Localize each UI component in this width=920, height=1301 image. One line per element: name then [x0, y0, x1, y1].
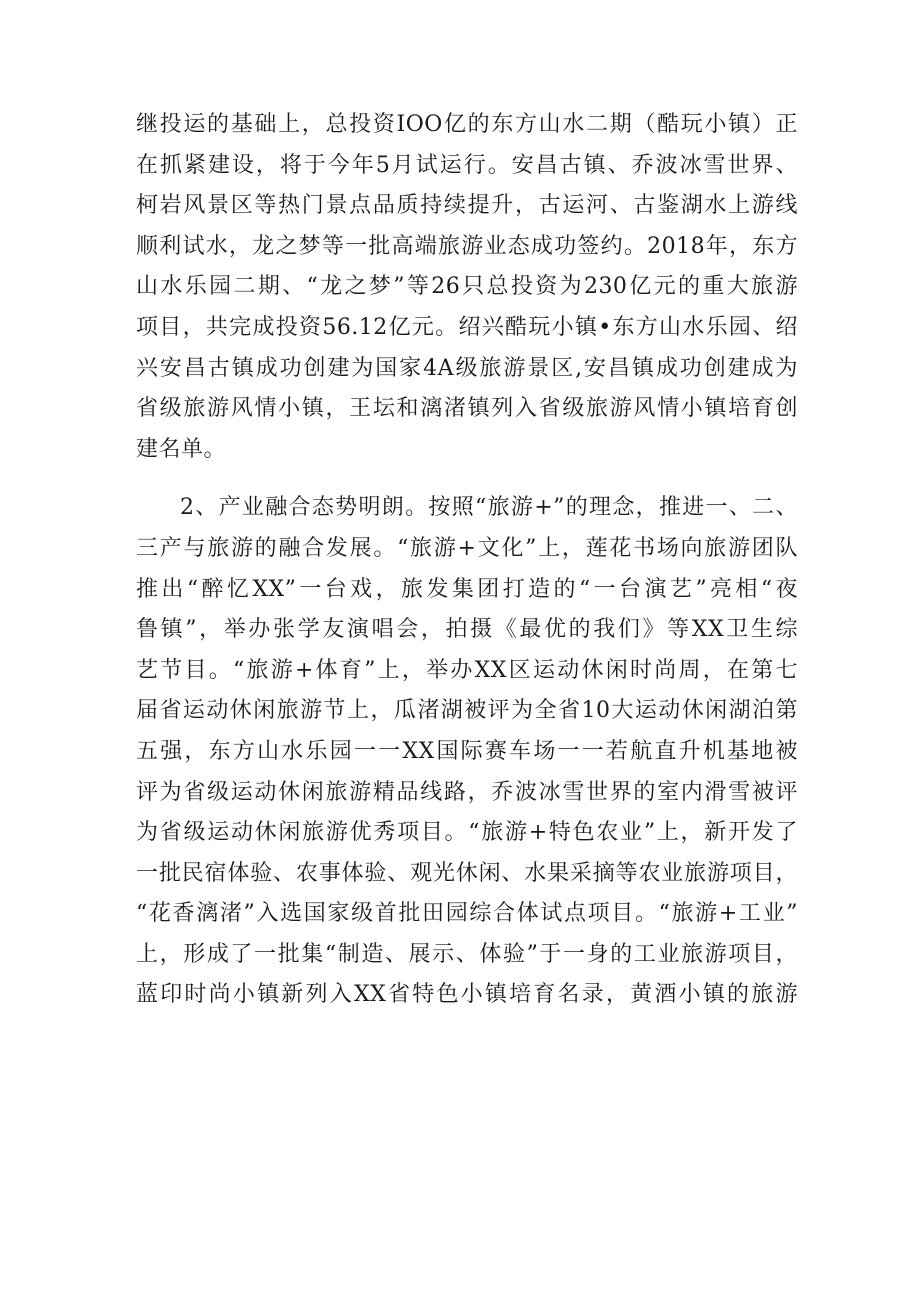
text-line: “花香漓渚”入选国家级首批田园综合体试点项目。“旅游+工业”: [136, 901, 798, 927]
text-line: 继投运的基础上，总投资IOO亿的东方山水二期（酷玩小镇）正: [136, 112, 798, 137]
text-line: 项目，共完成投资56.12亿元。绍兴酷玩小镇•东方山水乐园、绍: [136, 314, 798, 340]
text-line: 兴安昌古镇成功创建为国家4A级旅游景区,安昌镇成功创建成为: [136, 355, 798, 381]
text-line: 上，形成了一批集“制造、展示、体验”于一身的工业旅游项目，: [136, 941, 798, 967]
document-body: [136, 105, 798, 1016]
text-line: 顺利试水，龙之梦等一批高端旅游业态成功签约。2018年，东方: [136, 233, 798, 259]
text-line: 建名单。: [136, 436, 227, 462]
text-line: 在抓紧建设，将于今年5月试运行。安昌古镇、乔波冰雪世界、: [136, 152, 798, 178]
text-line: 2、产业融合态势明朗。按照“旅游+”的理念，推进一、二、: [180, 495, 798, 521]
text-line: 柯岩风景区等热门景点品质持续提升，古运河、古鉴湖水上游线: [136, 193, 798, 219]
text-line: 五强，东方山水乐园一一XX国际赛车场一一若航直升机基地被: [136, 738, 798, 764]
text-line: 山水乐园二期、“龙之梦”等26只总投资为230亿元的重大旅游: [136, 274, 798, 300]
text-line: 艺节目。“旅游+体育”上，举办XX区运动休闲时尚周，在第七: [136, 657, 798, 683]
text-line: 蓝印时尚小镇新列入XX省特色小镇培育名录，黄酒小镇的旅游: [136, 982, 798, 1008]
text-line: 为省级运动休闲旅游优秀项目。“旅游+特色农业”上，新开发了: [136, 820, 798, 846]
text-line: 一批民宿体验、农事体验、观光休闲、水果采摘等农业旅游项目，: [136, 860, 798, 886]
paragraph-1: [136, 105, 798, 470]
text-line: 鲁镇”，举办张学友演唱会，拍摄《最优的我们》等XX卫生综: [136, 617, 798, 643]
text-line: 评为省级运动休闲旅游精品线路，乔波冰雪世界的室内滑雪被评: [136, 779, 798, 805]
text-line: 省级旅游风情小镇，王坛和漓渚镇列入省级旅游风情小镇培育创: [136, 396, 798, 422]
paragraph-spacer: [136, 470, 798, 488]
text-line: 届省运动休闲旅游节上，瓜渚湖被评为全省10大运动休闲湖泊第: [136, 698, 798, 724]
text-line: 三产与旅游的融合发展。“旅游+文化”上，莲花书场向旅游团队: [136, 535, 798, 561]
paragraph-2: [136, 488, 798, 1016]
text-line: 推出“醉忆XX”一台戏，旅发集团打造的“一台演艺”亮相“夜: [136, 576, 798, 602]
